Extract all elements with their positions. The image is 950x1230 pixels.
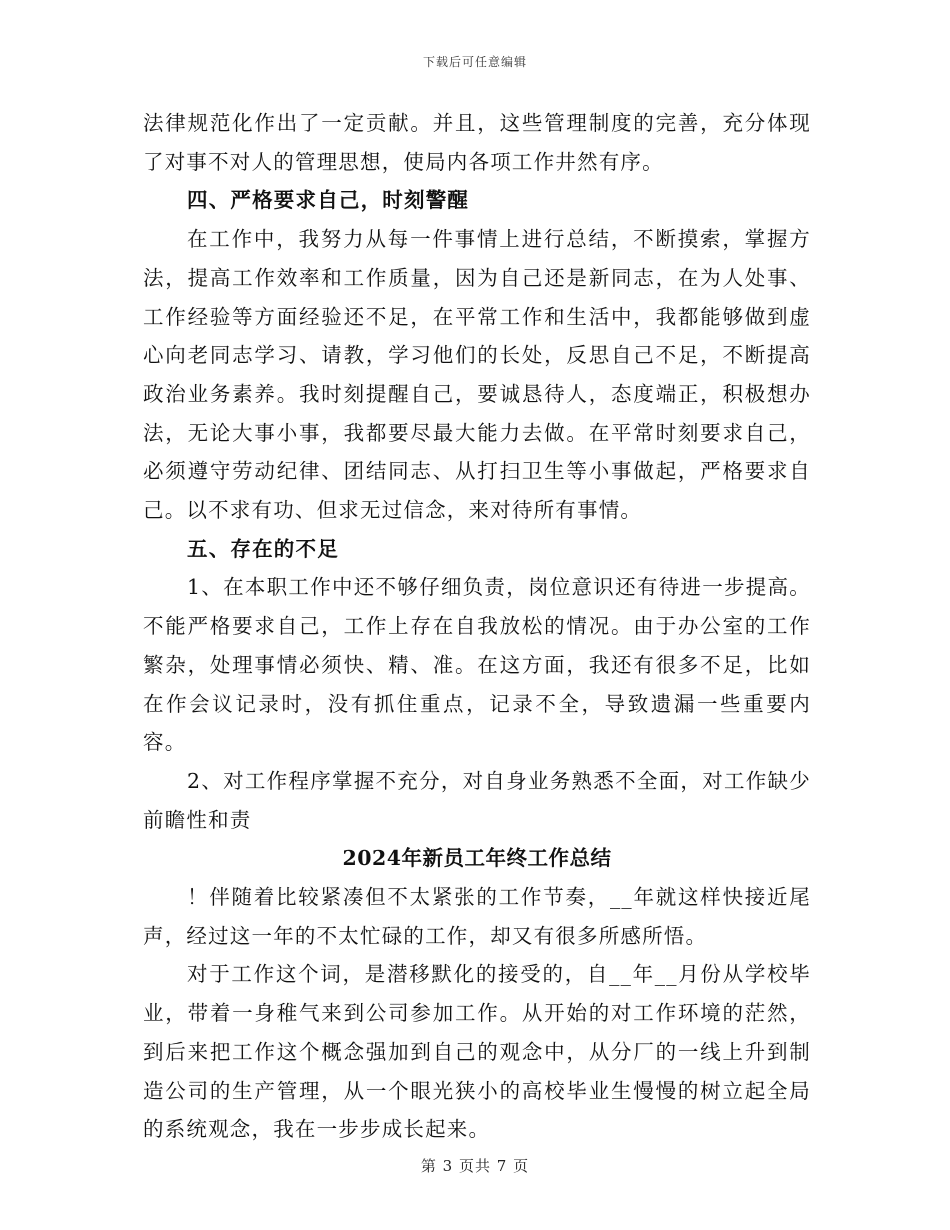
paragraph-continuation: 法律规范化作出了一定贡献。并且，这些管理制度的完善，充分体现了对事不对人的管理思想，使局内各项工作井然有序。 xyxy=(143,111,811,174)
paragraph: 对于工作这个词，是潜移默化的接受的，自__年__月份从学校毕业，带着一身稚气来到公司参加工作。从开始的对工作环境的茫然，到后来把工作这个概念强加到自己的观念中，从分厂的一线上升到制造公司的生产管理，从一个眼光狭小的高校毕业生慢慢的树立起全局的系统观念，我在一步步成长起来。 xyxy=(143,962,811,1142)
page-header: 下载后可任意编辑 xyxy=(422,55,527,69)
document-title: 2024年新员工年终工作总结 xyxy=(342,846,612,871)
paragraph: 1、在本职工作中还不够仔细负责，岗位意识还有待进一步提高。不能严格要求自己，工作上存在自我放松的情况。由于办公室的工作繁杂，处理事情必须快、精、准。在这方面，我还有很多不足，比如在作会议记录时，没有抓住重点，记录不全，导致遗漏一些重要内容。 xyxy=(143,575,811,755)
document-body xyxy=(143,104,811,1149)
paragraph: 2、对工作程序掌握不充分，对自身业务熟悉不全面，对工作缺少前瞻性和责 xyxy=(143,768,811,832)
section-heading-4: 四、严格要求自己，时刻警醒 xyxy=(187,188,470,213)
page-footer: 第 3 页共 7 页 xyxy=(420,1157,530,1175)
paragraph: ！伴随着比较紧凑但不太紧张的工作节奏，__年就这样快接近尾声，经过这一年的不太忙碌的工作，却又有很多所感所悟。 xyxy=(143,885,811,948)
section-heading-5: 五、存在的不足 xyxy=(187,536,339,561)
paragraph: 在工作中，我努力从每一件事情上进行总结，不断摸索，掌握方法，提高工作效率和工作质量，因为自己还是新同志，在为人处事、工作经验等方面经验还不足，在平常工作和生活中，我都能够做到虚心向老同志学习、请教，学习他们的长处，反思自己不足，不断提高政治业务素养。我时刻提醒自己，要诚恳待人，态度端正，积极想办法，无论大事小事，我都要尽最大能力去做。在平常时刻要求自己，必须遵守劳动纪律、团结同志、从打扫卫生等小事做起，严格要求自己。以不求有功、但求无过信念，来对待所有事情。 xyxy=(143,227,811,523)
